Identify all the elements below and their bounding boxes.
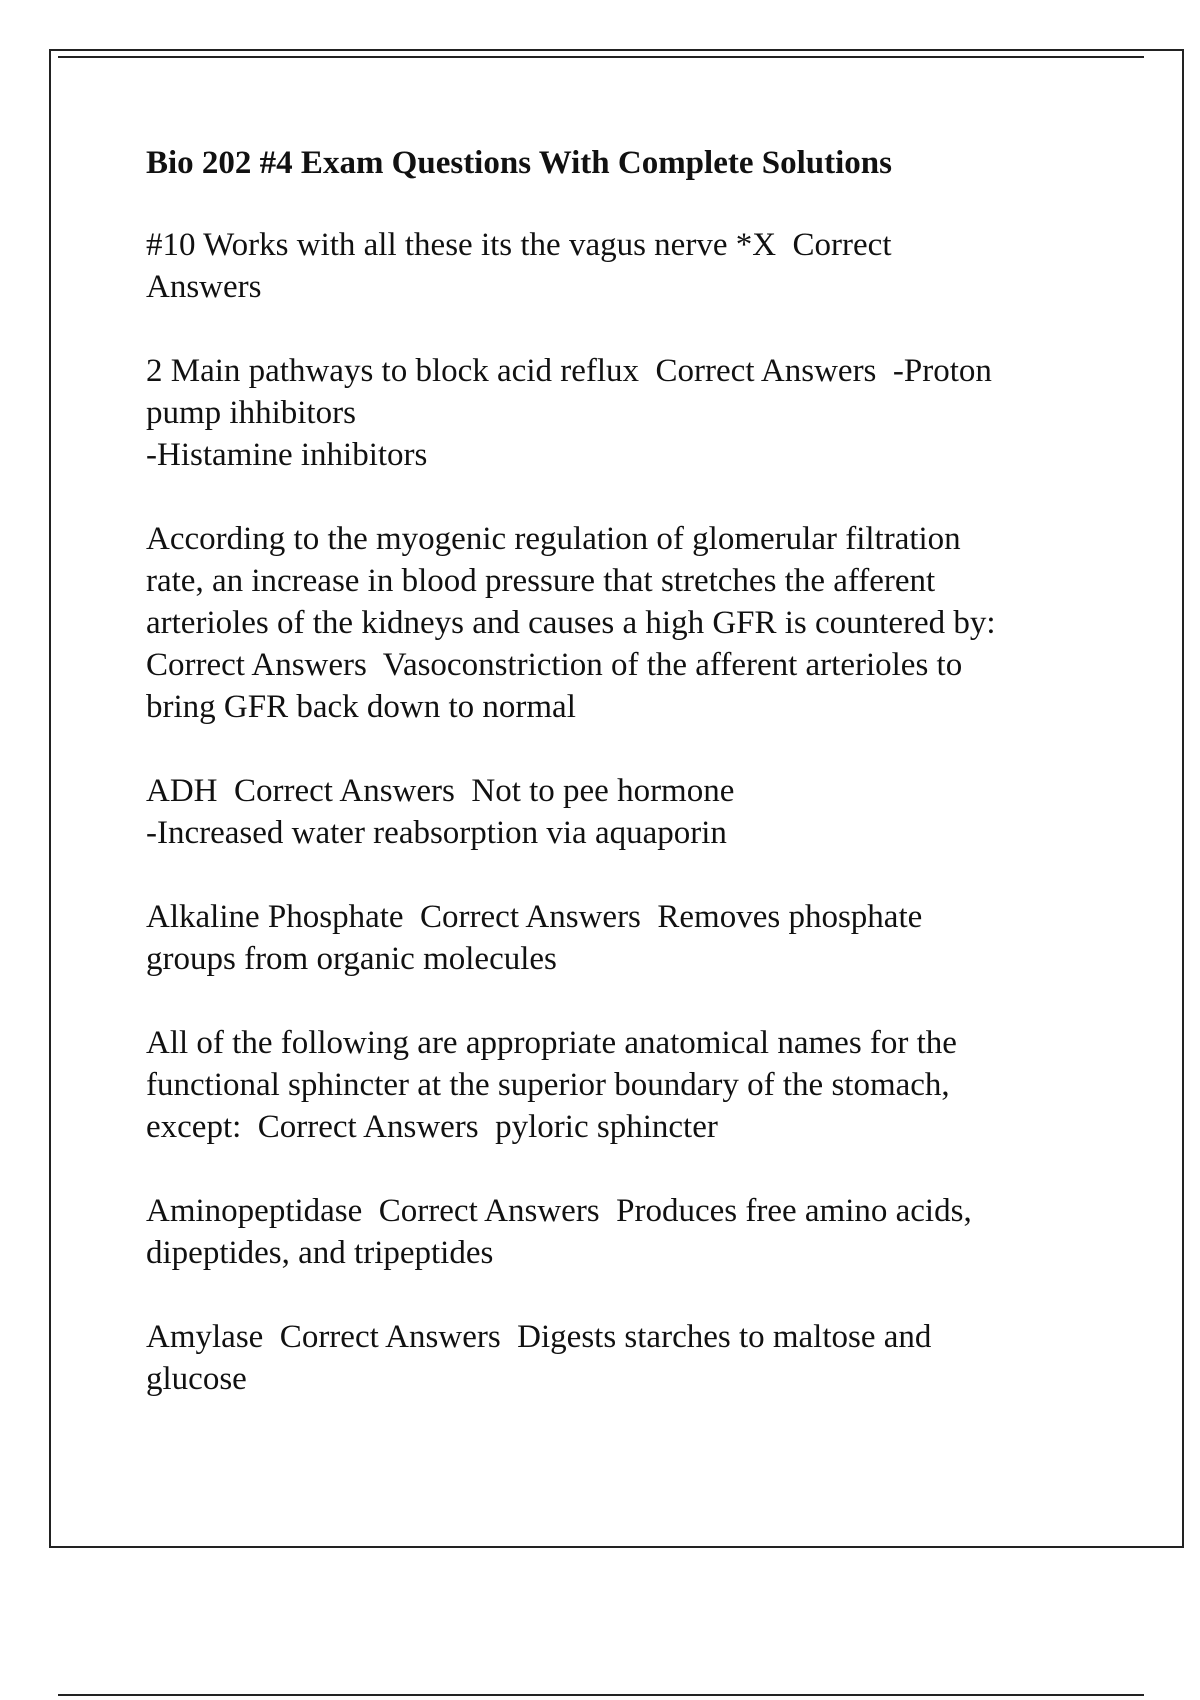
- qa-entry-acid-reflux: 2 Main pathways to block acid reflux Correct Answers -Proton pump ihhibitors -Histamine inhibitors: [146, 353, 992, 473]
- header-rule: [58, 56, 1144, 58]
- qa-entry-vagus-nerve: #10 Works with all these its the vagus nerve *X Correct Answers: [146, 227, 892, 305]
- qa-entry-alkaline-phosphate: Alkaline Phosphate Correct Answers Removes phosphate groups from organic molecules: [146, 899, 923, 977]
- qa-entry-sphincter: All of the following are appropriate anatomical names for the functional sphincter at the superior boundary of the stomach, except: Correct Answers pyloric sphincter: [146, 1025, 957, 1145]
- qa-entry-aminopeptidase: Aminopeptidase Correct Answers Produces free amino acids, dipeptides, and tripeptides: [146, 1193, 972, 1271]
- document-title: Bio 202 #4 Exam Questions With Complete Solutions: [146, 145, 892, 181]
- footer-rule: [58, 1694, 1144, 1696]
- document-body: [146, 142, 1096, 1442]
- qa-entry-amylase: Amylase Correct Answers Digests starches to maltose and glucose: [146, 1319, 932, 1397]
- qa-entry-adh: ADH Correct Answers Not to pee hormone -Increased water reabsorption via aquaporin: [146, 773, 735, 851]
- qa-entry-myogenic-regulation: According to the myogenic regulation of glomerular filtration rate, an increase in blood pressure that stretches the afferent arterioles of the kidneys and causes a high GFR is countered by: Correct Answers Vasoconstriction of the afferent arterioles to bring GFR back down to normal: [146, 521, 996, 725]
